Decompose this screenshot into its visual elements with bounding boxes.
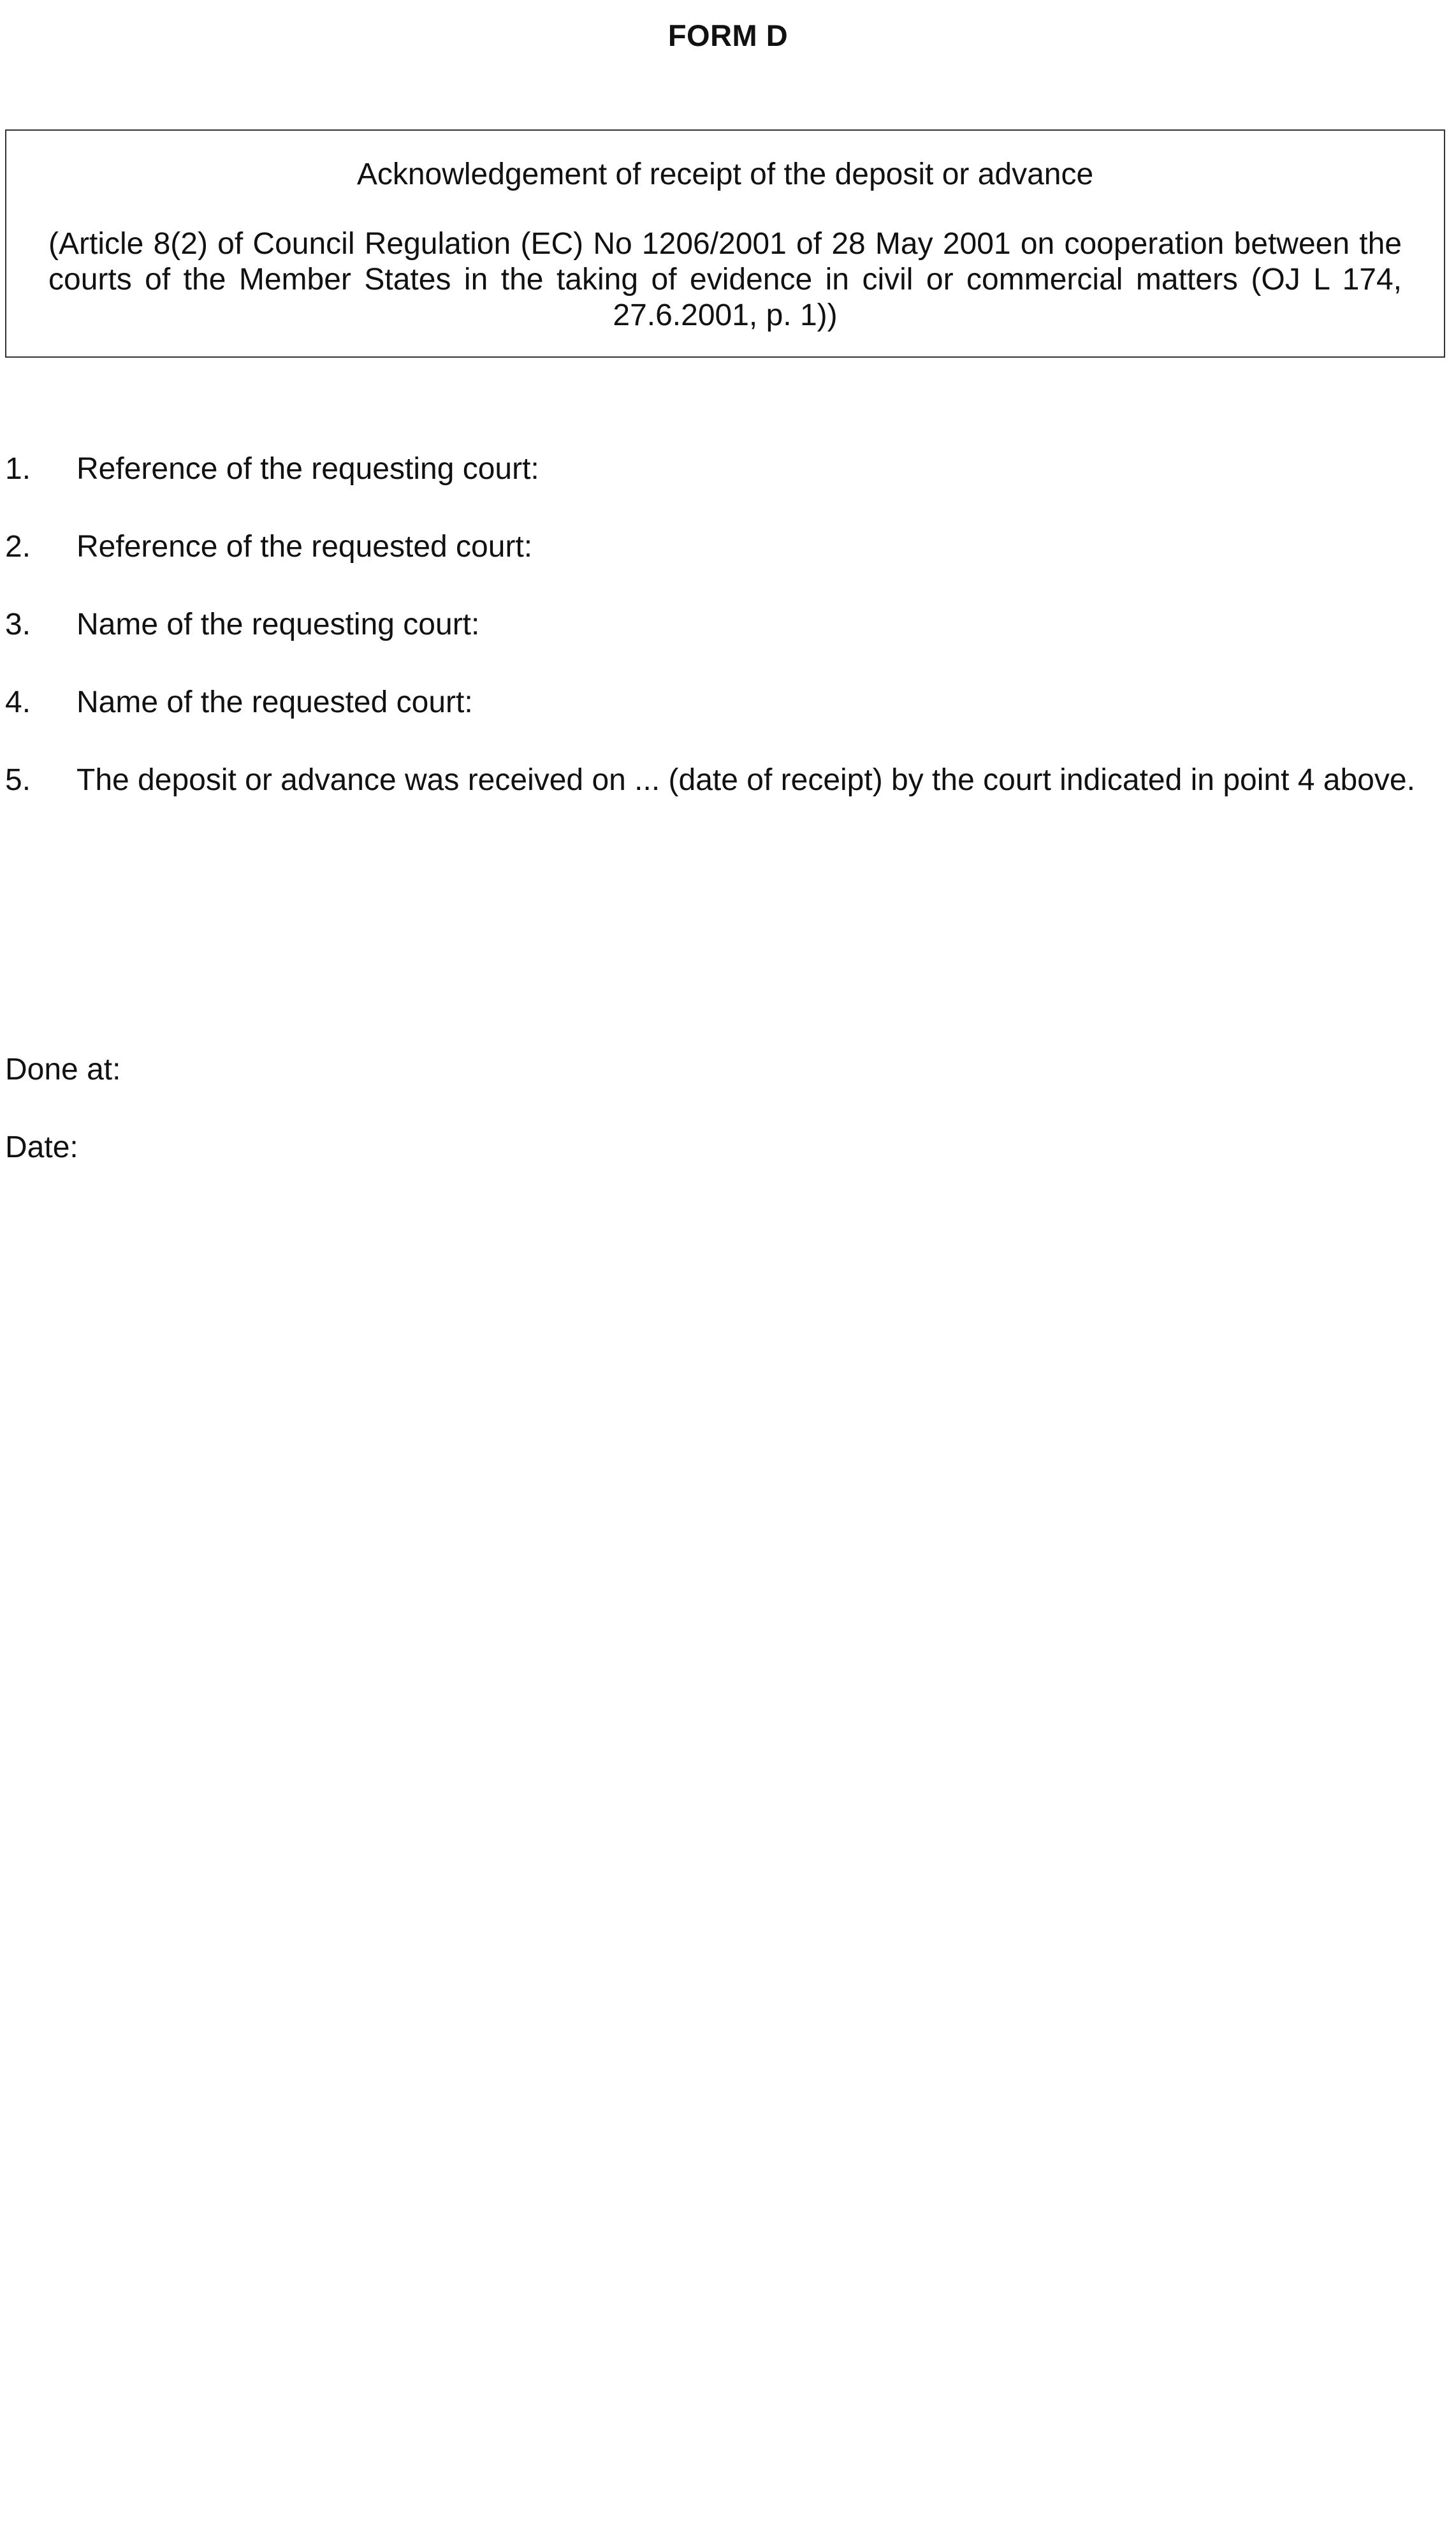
form-item-2 [5, 528, 1452, 606]
item-number: 2. [5, 530, 31, 564]
date-label: Date: [5, 1130, 78, 1164]
form-title: FORM D [667, 18, 789, 52]
item-number: 5. [5, 763, 31, 797]
form-item-1 [5, 450, 1452, 528]
form-items-list [5, 450, 1452, 839]
form-item-5 [5, 761, 1452, 839]
item-number: 1. [5, 452, 31, 486]
box-citation: (Article 8(2) of Council Regulation (EC) No 1206/2001 of 28 May 2001 on cooperation between the courts of the Member States in the taking of evidence in civil or commercial matters (OJ L 174, 27.6.2001, p. 1)) [48, 227, 1402, 332]
item-number: 4. [5, 685, 31, 719]
form-item-4 [5, 684, 1452, 761]
item-label: Reference of the requested court: [76, 530, 533, 564]
header-box [5, 129, 1445, 358]
item-label: Name of the requested court: [76, 685, 473, 719]
item-label: Name of the requesting court: [76, 608, 480, 641]
item-label: Reference of the requesting court: [76, 452, 539, 486]
item-label: The deposit or advance was received on ... (date of receipt) by the court indicated in point 4 above. [76, 763, 1415, 797]
box-heading: Acknowledgement of receipt of the deposit or advance [356, 157, 1094, 191]
done-at-label: Done at: [5, 1053, 121, 1086]
item-number: 3. [5, 608, 31, 641]
form-item-3 [5, 606, 1452, 684]
